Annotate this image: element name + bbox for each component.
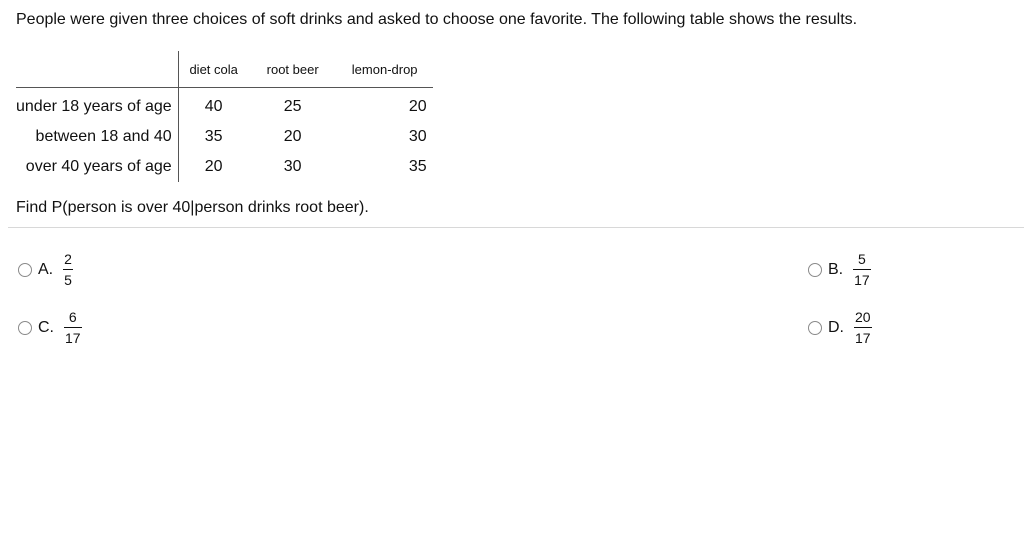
table-cell: 20 [408, 98, 427, 115]
table-cell: 30 [283, 158, 302, 175]
fraction-denominator: 17 [854, 272, 870, 288]
radio-button-c[interactable] [18, 321, 32, 335]
question-text: Find P(person is over 40|person drinks root beer). [16, 199, 369, 216]
fraction-a [63, 251, 73, 288]
table-cell: 35 [204, 128, 223, 145]
table-row [16, 152, 433, 182]
answer-option-b[interactable] [808, 251, 871, 288]
fraction-denominator: 17 [65, 330, 81, 346]
section-divider [8, 227, 1024, 228]
table-cell: 20 [283, 128, 302, 145]
table-header-row [16, 51, 433, 88]
fraction-numerator: 5 [858, 251, 866, 267]
fraction-d [854, 309, 872, 346]
column-header-root-beer: root beer [249, 51, 337, 88]
fraction-denominator: 17 [855, 330, 871, 346]
answer-option-d[interactable] [808, 309, 872, 346]
table-corner-cell [16, 51, 178, 88]
fraction-bar [63, 269, 73, 270]
fraction-numerator: 6 [68, 309, 77, 325]
row-label-18-to-40: between 18 and 40 [16, 122, 178, 152]
option-letter: D. [828, 318, 844, 336]
answer-option-c[interactable] [18, 309, 82, 346]
option-letter: A. [38, 260, 54, 278]
row-label-under-18: under 18 years of age [16, 88, 178, 123]
fraction-c [64, 309, 82, 346]
fraction-numerator: 20 [855, 309, 871, 325]
fraction-bar [854, 327, 872, 328]
table-cell: 20 [204, 158, 223, 175]
radio-button-d[interactable] [808, 321, 822, 335]
option-letter: B. [828, 260, 844, 278]
table-cell: 40 [204, 98, 223, 115]
results-table [16, 51, 433, 182]
fraction-numerator: 2 [64, 251, 72, 267]
radio-button-b[interactable] [808, 263, 822, 277]
row-label-over-40: over 40 years of age [16, 152, 178, 182]
results-table-container [16, 51, 433, 182]
option-letter: C. [38, 318, 54, 336]
fraction-denominator: 5 [64, 272, 72, 288]
radio-button-a[interactable] [18, 263, 32, 277]
fraction-bar [853, 269, 871, 270]
table-cell: 25 [283, 98, 302, 115]
fraction-b [853, 251, 871, 288]
intro-text: People were given three choices of soft drinks and asked to choose one favorite. The following table shows the results. [16, 11, 858, 28]
table-cell: 30 [408, 128, 427, 145]
table-row [16, 88, 433, 123]
table-row [16, 122, 433, 152]
fraction-bar [64, 327, 82, 328]
column-header-lemon-drop: lemon-drop [337, 51, 433, 88]
table-cell: 35 [408, 158, 427, 175]
column-header-diet-cola: diet cola [178, 51, 249, 88]
answer-option-a[interactable] [18, 251, 73, 288]
